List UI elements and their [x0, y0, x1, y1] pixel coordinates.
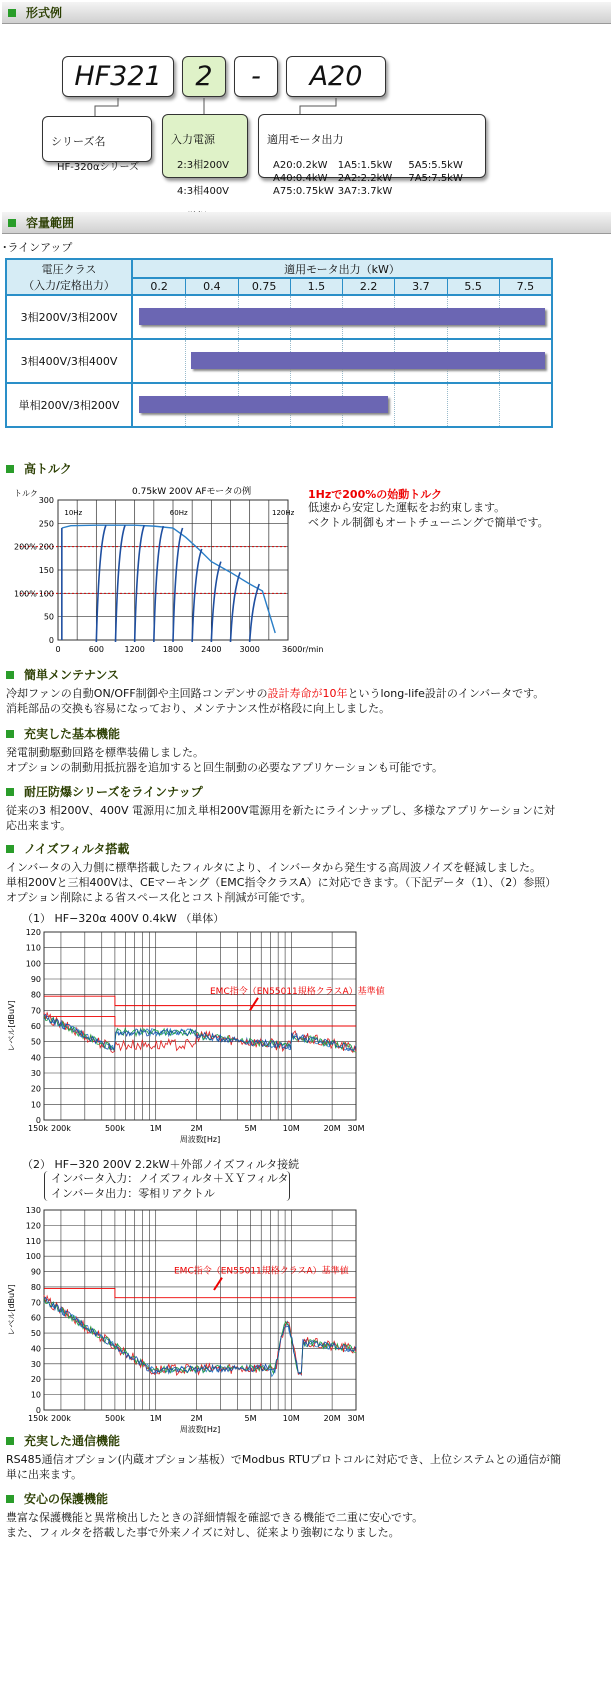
- code-power: 2: [182, 56, 226, 97]
- col-separator: [185, 340, 186, 382]
- y-tick: 40: [30, 1344, 41, 1354]
- env-text: 従来の3 相200V、400V 電源用に加え単相200V電源用を新たにラインナップし、多様なアプリケーションに対 応出来ます。: [6, 804, 555, 832]
- power-item: 2:3相200V: [177, 160, 230, 171]
- x-tick: 20M: [323, 1124, 341, 1133]
- y-tick: 20: [30, 1084, 41, 1094]
- motor-item: 2A2:2.2kW: [337, 173, 393, 184]
- x-tick: 150k: [28, 1414, 48, 1423]
- pct-label: 200%: [14, 542, 37, 552]
- y-tick: 110: [25, 943, 41, 953]
- y-tick: 0: [48, 636, 54, 645]
- motor-item: A75:0.75kW: [273, 186, 334, 197]
- pct-label: 100%: [14, 589, 37, 599]
- bullet-icon: [8, 219, 16, 227]
- noise-chart-2: [0, 1204, 380, 1434]
- heading-text: 充実した基本機能: [24, 727, 121, 741]
- heading-protect: [6, 1490, 108, 1507]
- hz-label: 60Hz: [169, 509, 188, 517]
- bullet-icon: [6, 465, 14, 473]
- x-tick: 1M: [149, 1124, 162, 1133]
- heading-comm: [6, 1432, 120, 1449]
- lineup-bar: [139, 396, 388, 413]
- y-tick: 250: [38, 519, 54, 529]
- motor-item: 1A5:1.5kW: [337, 160, 393, 171]
- x-tick: 2M: [190, 1124, 203, 1133]
- motor-item: A40:0.4kW: [273, 173, 328, 184]
- heading-text: ノイズフィルタ搭載: [24, 842, 130, 856]
- y-tick: 120: [25, 928, 41, 937]
- x-tick: 200k: [50, 1124, 71, 1133]
- y-tick: 50: [43, 612, 54, 622]
- x-axis-label: 周波数[Hz]: [179, 1425, 221, 1434]
- x-tick: 3600r/min: [282, 645, 324, 654]
- x-tick: 150k: [28, 1124, 48, 1133]
- maint-pre: 冷却ファンの自動ON/OFF制御や主回路コンデンサの: [6, 687, 268, 700]
- code-dash: -: [234, 56, 278, 97]
- y-tick: 60: [30, 1313, 41, 1323]
- y-tick: 300: [38, 496, 54, 505]
- maint-red: 設計寿命が10年: [267, 687, 348, 700]
- bullet-icon: [6, 1495, 14, 1503]
- y-tick: 60: [30, 1022, 41, 1031]
- bullet-icon: [6, 788, 14, 796]
- torque-text: 低速から安定した運転をお約束します。 ベクトル制御もオートチューニングで簡単です。: [308, 501, 549, 529]
- y-tick: 100: [25, 959, 41, 969]
- x-tick: 2M: [190, 1414, 203, 1423]
- voltage-header-1: 電圧クラス: [41, 263, 97, 276]
- x-tick: 1800: [162, 645, 184, 654]
- maint-line2: 消耗部品の交換も容易になっており、メンテナンス性が格段に向上しました。: [6, 702, 391, 715]
- y-tick: 10: [30, 1100, 41, 1110]
- maint-post: というlong-life設計のインバータです。: [347, 687, 545, 700]
- heading-text: 高トルク: [24, 462, 72, 476]
- bullet-icon: [6, 1437, 14, 1445]
- col-separator: [499, 384, 500, 426]
- y-tick: 50: [30, 1329, 41, 1339]
- x-tick: 600: [88, 645, 104, 654]
- y-tick: 70: [30, 1298, 41, 1308]
- y-tick: 100: [25, 1252, 41, 1262]
- y-tick: 80: [30, 990, 41, 1000]
- col-separator: [447, 384, 448, 426]
- y-tick: 130: [25, 1206, 41, 1215]
- code-series: HF321: [62, 56, 174, 97]
- motor-item: 5A5:5.5kW: [408, 160, 463, 171]
- y-tick: 200: [38, 542, 54, 552]
- x-tick: 500k: [104, 1124, 125, 1133]
- x-tick: 10M: [282, 1414, 300, 1423]
- power-box-title: 入力電源: [171, 133, 215, 146]
- motor-item: 7A5:7.5kW: [408, 173, 463, 184]
- heading-text: 耐圧防爆シリーズをラインナップ: [24, 785, 203, 799]
- chart2-title: （2） HF−320 200V 2.2kW＋外部ノイズフィルタ接続: [22, 1158, 300, 1171]
- kw-header: 1.5: [291, 279, 342, 294]
- bullet-icon: [6, 845, 14, 853]
- section-title: 形式例: [26, 6, 63, 20]
- y-tick: 120: [25, 1221, 41, 1231]
- x-tick: 30M: [347, 1414, 365, 1423]
- series-box-text: HF-320αシリーズ: [57, 162, 140, 173]
- noise-chart-1: [0, 926, 385, 1144]
- protect-text: 豊富な保護機能と異常検出したときの詳細情報を確認できる機能で二重に安心です。 また、フィルタを搭載した事で外来ノイズに対し、従来より強靭になりました。: [6, 1511, 424, 1539]
- x-tick: 500k: [104, 1414, 125, 1423]
- heading-torque: [6, 460, 72, 477]
- section-title: 容量範囲: [26, 216, 75, 230]
- torque-y-label: トルク: [14, 489, 38, 498]
- kw-header: 0.75: [239, 279, 290, 294]
- heading-basic: [6, 725, 120, 742]
- bullet-icon: [8, 9, 16, 17]
- row-label: 3相400V/3相400V: [7, 340, 131, 382]
- x-tick: 0: [55, 645, 61, 654]
- x-tick: 10M: [282, 1124, 300, 1133]
- section-header-capacity: [2, 212, 611, 234]
- motor-item: 3A7:3.7kW: [337, 186, 393, 197]
- x-tick: 5M: [244, 1124, 257, 1133]
- y-tick: 30: [30, 1359, 41, 1369]
- y-tick: 10: [30, 1390, 41, 1400]
- chart1-title: （1） HF−320α 400V 0.4kW （単体）: [22, 912, 225, 925]
- y-tick: 50: [30, 1037, 41, 1047]
- bullet-icon: [6, 730, 14, 738]
- section-header-model: [2, 2, 611, 24]
- kw-header: 7.5: [500, 279, 551, 294]
- y-tick: 0: [35, 1406, 41, 1415]
- kw-header: 2.2: [343, 279, 394, 294]
- y-axis-label: レベル[dBuV]: [7, 1284, 16, 1336]
- hz-label: 10Hz: [64, 509, 83, 517]
- y-tick: 80: [30, 1282, 41, 1292]
- heading-noise: [6, 840, 129, 857]
- chart2-sub1: インバータ入力：ノイズフィルタ＋ＸＹフィルタ: [51, 1172, 289, 1185]
- y-tick: 30: [30, 1069, 41, 1078]
- torque-chart: [0, 480, 324, 656]
- x-tick: 30M: [347, 1124, 365, 1133]
- heading-maint: [6, 666, 119, 683]
- lineup-bar: [191, 352, 545, 369]
- y-tick: 40: [30, 1053, 41, 1063]
- row-label: 単相200V/3相200V: [7, 384, 131, 426]
- emc-annotation: EMC指令（EN55011規格クラスA）基準値: [174, 1266, 349, 1277]
- x-tick: 2400: [201, 645, 222, 654]
- heading-env: [6, 783, 203, 800]
- comm-text: RS485通信オプション(内蔵オプション基板）でModbus RTUプロトコルに対応でき、上位システムとの通信が簡 単に出来ます。: [6, 1453, 561, 1481]
- lineup-table: [5, 258, 553, 428]
- y-tick: 110: [25, 1236, 41, 1246]
- y-tick: 70: [30, 1006, 41, 1016]
- power-box: [162, 114, 248, 197]
- motor-header: 適用モータ出力（kW）: [133, 260, 551, 277]
- maint-line1: [6, 686, 544, 701]
- y-axis-label: レベル[dBuV]: [7, 1000, 16, 1052]
- heading-text: 簡単メンテナンス: [24, 668, 120, 682]
- heading-text: 充実した通信機能: [24, 1434, 121, 1448]
- kw-header: 3.7: [395, 279, 446, 294]
- torque-highlight: 1Hzで200%の始動トルク: [308, 488, 443, 501]
- kw-header: 0.2: [133, 279, 185, 294]
- torque-chart-title: 0.75kW 200V AFモータの例: [132, 487, 252, 497]
- kw-header: 5.5: [448, 279, 499, 294]
- x-tick: 200k: [50, 1414, 71, 1423]
- noise-text: インバータの入力側に標準搭載したフィルタにより、インバータから発生する高周波ノイズを軽減しました。 単相200Vと三相400Vは、CEマーキング（EMC指令クラスA）に対応できます。（下記データ（1）、（2）参照） オプション削除による省スペース化とコスト削減が可能です。: [6, 861, 557, 904]
- x-tick: 5M: [244, 1414, 257, 1423]
- heading-text: 安心の保護機能: [24, 1492, 109, 1506]
- y-tick: 90: [30, 975, 41, 984]
- power-item: 4:3相400V: [177, 186, 230, 197]
- plot-frame: [44, 1210, 356, 1410]
- voltage-header-2: （入力/定格出力）: [23, 279, 115, 292]
- series-box-title: シリーズ名: [51, 135, 106, 148]
- y-tick: 100: [38, 589, 54, 599]
- chart2-conditions: [44, 1171, 290, 1201]
- x-tick: 3000: [239, 645, 260, 654]
- lineup-bar: [139, 308, 545, 325]
- lineup-label: ･ラインアップ: [2, 241, 73, 254]
- hz-label: 120Hz: [272, 509, 295, 517]
- x-tick: 20M: [323, 1414, 341, 1423]
- y-tick: 0: [35, 1116, 41, 1125]
- y-tick: 150: [38, 566, 54, 575]
- chart2-sub2: インバータ出力：零相リアクトル: [51, 1187, 215, 1200]
- emc-annotation: EMC指令（EN55011規格クラスA）基準値: [210, 986, 385, 997]
- y-tick: 20: [30, 1375, 41, 1385]
- motor-box: [258, 114, 486, 197]
- y-tick: 90: [30, 1267, 41, 1277]
- bullet-icon: [6, 671, 14, 679]
- voltage-header: [7, 260, 131, 294]
- code-motor: A20: [286, 56, 386, 97]
- x-axis-label: 周波数[Hz]: [179, 1135, 221, 1144]
- motor-item: A20:0.2kW: [273, 160, 328, 171]
- x-tick: 1200: [124, 645, 145, 654]
- x-tick: 1M: [149, 1414, 162, 1423]
- series-box: [42, 116, 152, 173]
- basic-text: 発電制動駆動回路を標準装備しました。 オプションの制動用抵抗器を追加すると回生制動の必要なアプリケーションも可能です。: [6, 746, 444, 774]
- row-label: 3相200V/3相200V: [7, 296, 131, 338]
- motor-box-title: 適用モータ出力: [267, 133, 344, 146]
- kw-header: 0.4: [186, 279, 237, 294]
- col-separator: [394, 384, 395, 426]
